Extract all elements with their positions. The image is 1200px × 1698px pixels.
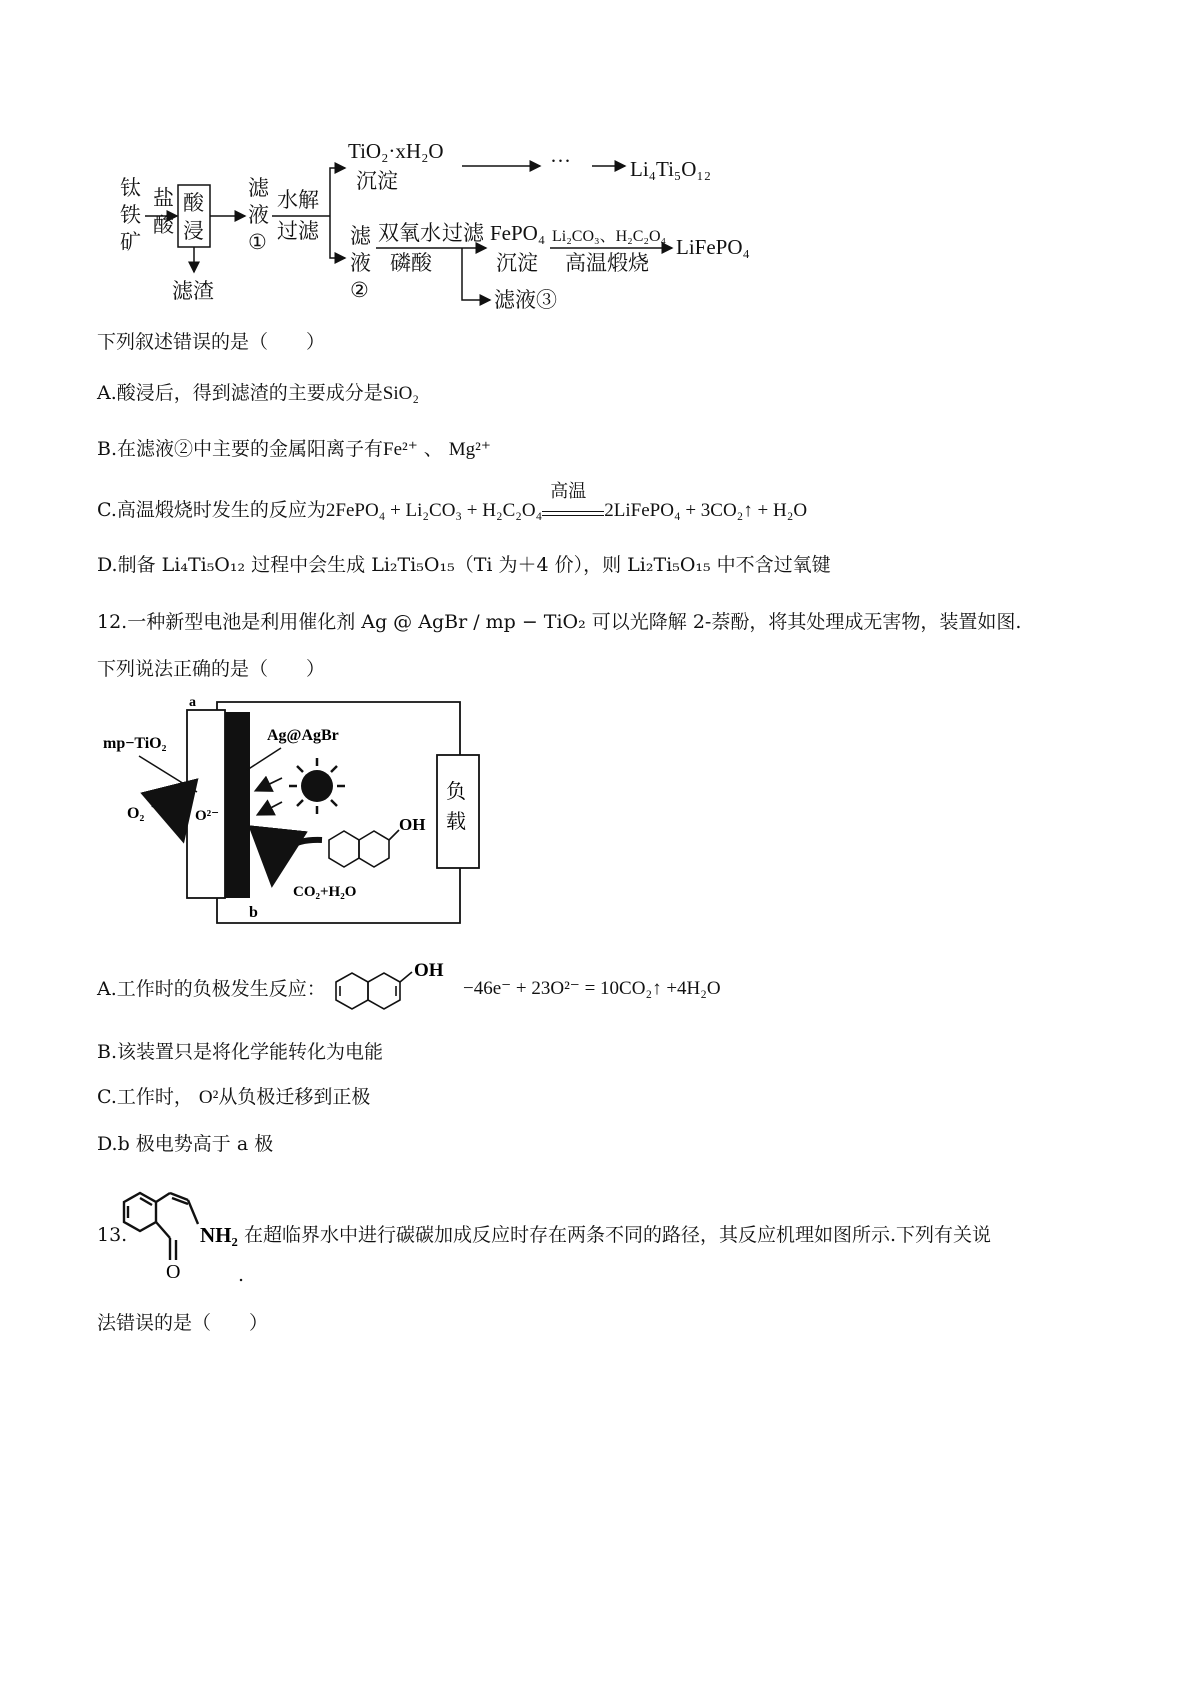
acid-char-2: 酸 [153, 213, 174, 237]
q12-option-b: B.该装置只是将化学能转化为电能 [97, 1041, 384, 1063]
q12-option-c-pre: C.工作时， [97, 1086, 193, 1108]
q11-option-c-condition: 高温 [550, 481, 587, 502]
reagent-bottom: 磷酸 [390, 251, 432, 275]
q11-option-c [97, 481, 808, 524]
ag-agbr-pointer [247, 748, 281, 770]
battery-figure [97, 690, 517, 940]
o2-arrow [152, 804, 181, 832]
filtrate1-char-2: 液 [248, 203, 269, 227]
degradation-arrow [273, 840, 322, 876]
residue-label: 滤渣 [172, 279, 214, 303]
q12-stem-2: 下列说法正确的是（ ） [97, 658, 326, 680]
fepo4-product: FePO₄ [490, 221, 546, 245]
q11-option-b [97, 436, 491, 463]
oh-label: OH [399, 815, 426, 834]
q12-option-c-ion: O² [198, 1087, 219, 1108]
naphthol-structure [329, 830, 399, 867]
filtrate1-char-1: 滤 [248, 176, 269, 200]
q13-carbonyl-o: O [166, 1261, 181, 1283]
load-char-1: 负 [446, 781, 466, 803]
q11-option-a-formula: SiO₂ [382, 383, 419, 404]
q13-text: 在超临界水中进行碳碳加成反应时存在两条不同的路径，其反应机理如图所示.下列有关说 [244, 1224, 992, 1246]
load-char-2: 载 [446, 811, 466, 833]
filtrate2-char-2: 液 [350, 251, 371, 275]
filter2-label: 过滤 [442, 221, 484, 245]
q12-option-a-text: A.工作时的负极发生反应： [97, 978, 326, 1000]
q11-option-b-sep: 、 [423, 438, 443, 460]
o2-label: O₂ [127, 805, 145, 822]
o2-ion-label: O²⁻ [195, 808, 220, 824]
q13-text-2: 法错误的是（ ） [97, 1312, 269, 1334]
filtrate3-label: 滤液③ [494, 288, 557, 312]
ore-char-3: 矿 [120, 230, 141, 254]
q11-option-b-text: B.在滤液②中主要的金属阳离子有 [97, 438, 384, 460]
filtrate1-char-3: ① [248, 230, 267, 254]
label-b: b [249, 904, 258, 921]
q11-option-a [97, 380, 419, 407]
step-filter: 过滤 [277, 219, 319, 243]
ellipsis: ··· [550, 149, 571, 173]
q11-option-c-right: 2LiFePO₄ + 3CO₂↑ + H₂O [604, 500, 808, 521]
flowchart-figure [120, 140, 840, 340]
li4ti5o12-product: Li₄Ti₅O₁₂ [630, 157, 712, 181]
precipitate2-label: 沉淀 [496, 251, 538, 275]
box-char-2: 浸 [183, 219, 204, 243]
q11-option-b-ion2: Mg²⁺ [448, 439, 491, 460]
lifepo4-product: LiFePO₄ [676, 235, 750, 259]
ore-char-2: 铁 [120, 203, 141, 227]
q11-option-c-condition-wrap [542, 481, 604, 524]
q13-dot: . [238, 1264, 245, 1286]
q12-option-a [97, 976, 326, 1002]
q13-nh2: NH₂ [200, 1223, 238, 1247]
reagent-top: 双氧水 [378, 221, 441, 245]
q12-option-a-naphthol [330, 958, 470, 1024]
step-hydrolysis: 水解 [277, 188, 319, 212]
precipitate-label: 沉淀 [356, 169, 398, 193]
arrow-filtrate3 [462, 248, 490, 300]
q11-stem: 下列叙述错误的是（ ） [97, 331, 326, 353]
ag-agbr-electrode [225, 712, 250, 898]
q12-option-c-post: 从负极迁移到正极 [218, 1086, 371, 1108]
label-a: a [189, 695, 196, 710]
filtrate2-char-1: 滤 [350, 224, 371, 248]
q11-option-d: D.制备 Li₄Ti₅O₁₂ 过程中会生成 Li₂Ti₅O₁₅（Ti 为＋4 价），则 Li₂Ti₅O₁₅ 中不含过氧键 [97, 554, 831, 576]
q11-option-c-text: C.高温煅烧时发生的反应为 [97, 499, 326, 521]
q11-option-b-ion1: Fe²⁺ [383, 439, 418, 460]
products-label: CO₂+H₂O [293, 884, 357, 900]
calcine-reagents: Li₂CO₃、H₂C₂O₄ [552, 228, 667, 245]
branch-top [330, 168, 345, 216]
q12-option-c [97, 1084, 370, 1111]
acid-char-1: 盐 [153, 186, 174, 210]
ag-agbr-label: Ag@AgBr [267, 727, 339, 744]
equals-sign [542, 511, 604, 516]
q12-option-a-oh: OH [414, 960, 444, 981]
box-char-1: 酸 [183, 191, 204, 215]
q13-number: 13. [97, 1224, 128, 1246]
mp-tio2-label: mp−TiO₂ [103, 735, 167, 752]
tio2-product: TiO₂·xH₂O [348, 140, 444, 163]
mp-tio2-electrode [187, 710, 225, 898]
filtrate2-char-3: ② [350, 278, 369, 302]
q11-option-a-text: A.酸浸后，得到滤渣的主要成分是 [97, 382, 383, 404]
calcine-condition: 高温煅烧 [565, 251, 649, 275]
q11-option-c-left: 2FePO₄ + Li₂CO₃ + H₂C₂O₄ [325, 500, 543, 521]
branch-bottom [330, 216, 345, 258]
q13-structure [116, 1180, 246, 1290]
q12-option-d: D.b 极电势高于 a 极 [97, 1133, 274, 1155]
q12-stem-1: 12.一种新型电池是利用催化剂 Ag @ AgBr / mp − TiO₂ 可以光降解 2-萘酚，将其处理成无害物，装置如图. [97, 611, 1022, 633]
light-arrows [257, 778, 282, 814]
sun-icon [289, 758, 345, 814]
ore-char-1: 钛 [120, 176, 141, 200]
q12-option-a-equation: −46e⁻ + 23O²⁻ = 10CO₂↑ +4H₂O [463, 978, 721, 999]
